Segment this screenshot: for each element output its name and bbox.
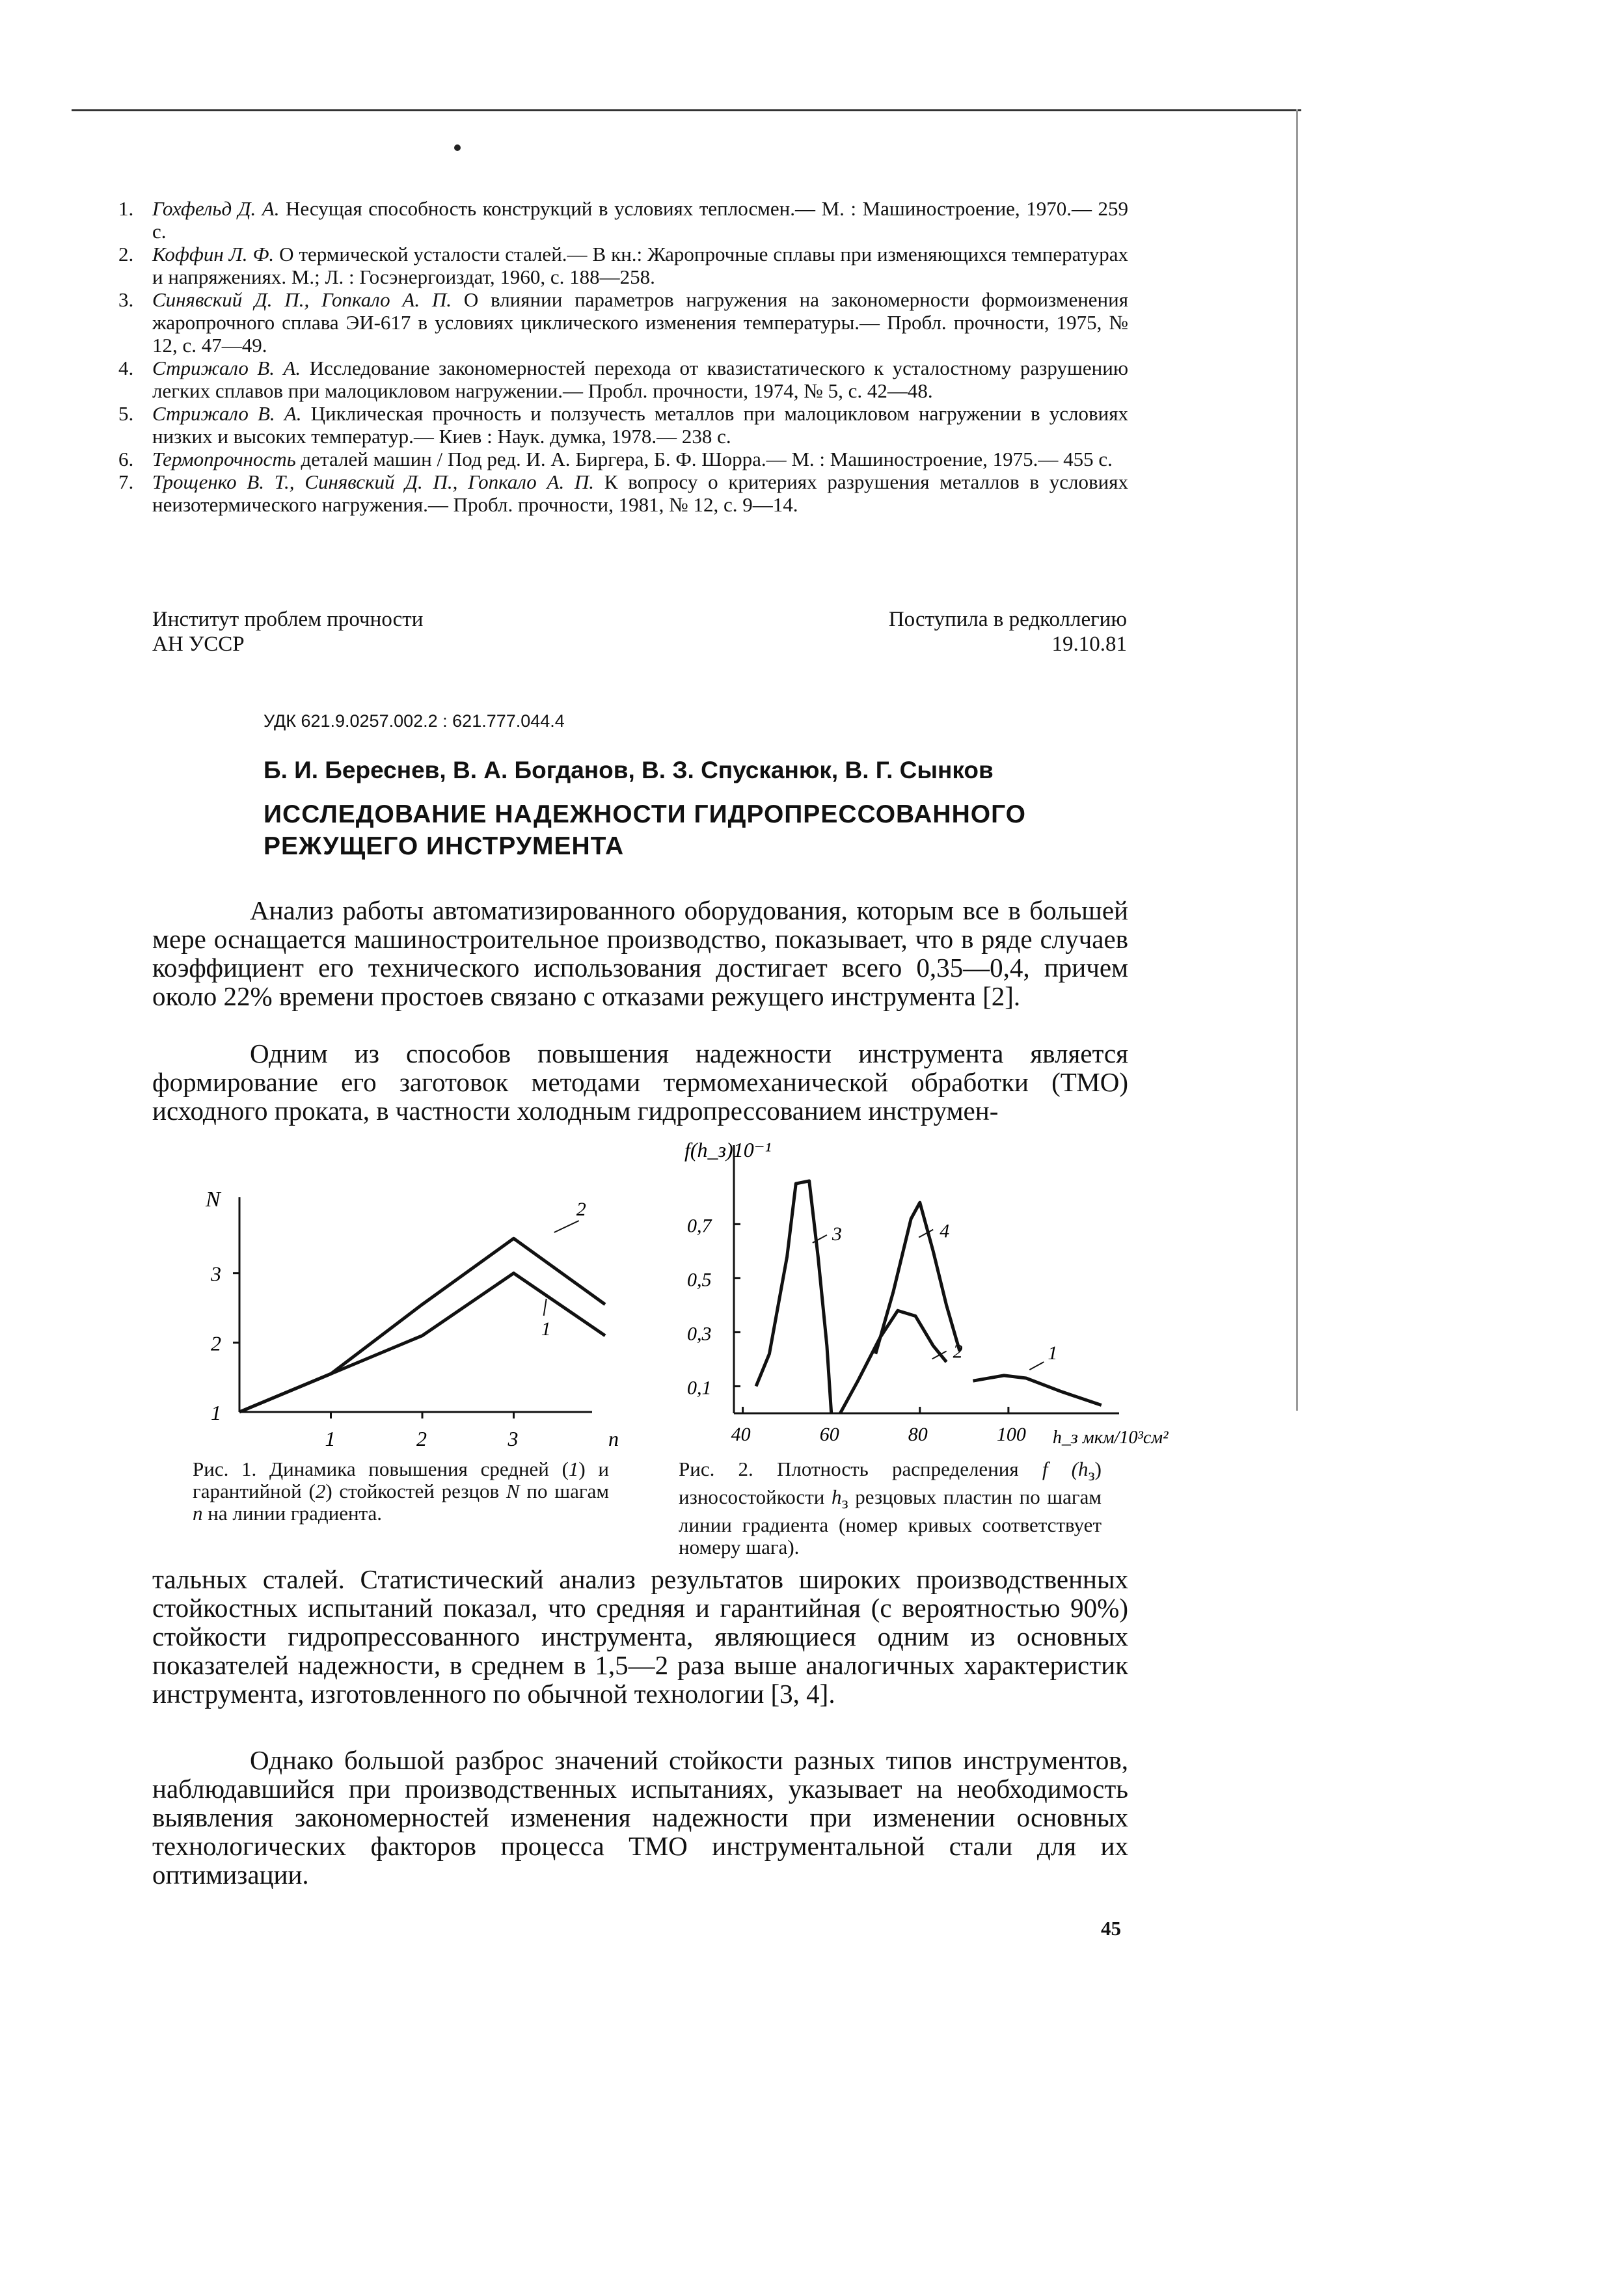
series-label: 1 [541, 1318, 551, 1340]
x-tick-label: 100 [996, 1424, 1026, 1445]
series-label: 3 [832, 1223, 842, 1245]
received-line: 19.10.81 [1051, 632, 1127, 656]
series-line [973, 1376, 1101, 1405]
reference-list [118, 197, 1129, 516]
figure-1-chart [189, 1178, 618, 1451]
series-leader [1029, 1362, 1044, 1370]
series-line [840, 1310, 946, 1413]
top-rule [72, 109, 1301, 111]
article-title [264, 798, 1142, 862]
y-axis-label: N [206, 1188, 221, 1212]
figure-1-caption: Рис. 1. Динамика повышения средней (1) и гарантийной (2) стойкостей резцов N по шагам n на линии градиента. [193, 1458, 609, 1525]
y-tick-label: 0,3 [687, 1323, 712, 1345]
y-tick-label: 2 [211, 1331, 221, 1355]
y-tick-label: 3 [211, 1262, 221, 1286]
x-tick-label: 80 [908, 1424, 928, 1445]
reference-item: 7. Трощенко В. Т., Синявский Д. П., Гопкало А. П. К вопросу о критериях разрушения металлов в условиях неизотермического нагружения.— Пробл. прочности, 1981, № 12, с. 9—14. [118, 470, 1128, 516]
series-label: 4 [940, 1220, 950, 1242]
reference-item: 3. Синявский Д. П., Гопкало А. П. О влиянии параметров нагружения на закономерности формоизменения жаропрочного сплава ЭИ-617 в условиях циклического изменения температуры.— Пробл. прочности, 1975, № 12, с. 47—49. [118, 288, 1128, 357]
x-tick-label: 40 [731, 1424, 751, 1445]
received-date [889, 607, 1127, 657]
series-leader [554, 1221, 579, 1232]
y-tick-label: 0,1 [687, 1377, 712, 1399]
y-tick-label: 0,7 [687, 1215, 712, 1237]
article-authors: Б. И. Береснев, В. А. Богданов, В. З. Спусканюк, В. Г. Сынков [264, 757, 994, 783]
x-tick-label: 60 [819, 1424, 839, 1445]
x-axis-label: h_з мкм/10³см² [1052, 1428, 1169, 1448]
y-axis-label: f(h_з)10⁻¹ [684, 1138, 772, 1161]
page-number: 45 [1101, 1917, 1121, 1940]
x-tick-label: 2 [416, 1427, 427, 1450]
reference-item: 1. Гохфельд Д. А. Несущая способность конструкций в условиях теплосмен.— М. : Машиностроение, 1970.— 259 с. [118, 197, 1129, 243]
affiliation-line: АН УССР [152, 632, 245, 656]
figure-2-caption: Рис. 2. Плотность распределения f $(h_з)$ износостойкости $h_з$ резцовых пластин по шагам линии градиента (номер кривых соответствует номеру шага). [679, 1458, 1102, 1559]
figure-2-chart [670, 1132, 1169, 1458]
title-line: ИССЛЕДОВАНИЕ НАДЕЖНОСТИ ГИДРОПРЕССОВАННОГО [264, 800, 1027, 828]
paragraph: Однако большой разброс значений стойкости разных типов инструментов, наблюдавшийся при производственных испытаниях, указывает на необходимость выявления закономерностей изменения надежности при изменении основных технологических факторов процесса ТМО инструментальной стали для их оптимизации. [152, 1745, 1128, 1890]
title-line: РЕЖУЩЕГО ИНСТРУМЕНТА [264, 832, 625, 860]
x-tick-label: 1 [325, 1427, 336, 1450]
y-tick-label: 1 [211, 1401, 221, 1424]
y-tick-label: 0,5 [687, 1269, 712, 1291]
series-label: 2 [576, 1199, 586, 1220]
reference-item: 5. Стрижало В. А. Циклическая прочность и ползучесть металлов при малоцикловом нагружении в условиях низких и высоких температур.— Киев : Наук. думка, 1978.— 238 с. [118, 402, 1128, 448]
series-label: 1 [1048, 1342, 1058, 1364]
affiliation-line: Институт проблем прочности [152, 608, 424, 631]
series-leader [544, 1299, 547, 1316]
paragraph: Анализ работы автоматизированного оборудования, которым все в большей мере оснащается машиностроительное производство, показывает, что в ряде случаев коэффициент его технического использования достигает всего 0,35—0,4, причем около 22% времени простоев связано с отказами режущего инструмента [2]. [152, 895, 1128, 1011]
x-tick-label: 3 [508, 1427, 519, 1450]
udk-code: УДК 621.9.0257.002.2 : 621.777.044.4 [264, 711, 565, 731]
paragraph: тальных сталей. Статистический анализ результатов широких производственных стойкостных испытаний показал, что средняя и гарантийная (с вероятностью 90%) стойкости гидропрессованного инструмента, являющиеся одним из основных показателей надежности, в среднем в 1,5—2 раза выше аналогичных характеристик инструмента, изготовленного по обычной технологии [3, 4]. [152, 1564, 1128, 1709]
x-axis-label: n [608, 1427, 619, 1450]
series-label: 2 [953, 1340, 963, 1363]
series-line [756, 1181, 832, 1413]
affiliation [152, 607, 423, 657]
reference-item: 2. Коффин Л. Ф. О термической усталости сталей.— В кн.: Жаропрочные сплавы при изменяющихся температурах и напряжениях. М.; Л. : Госэнергоиздат, 1960, с. 188—258. [118, 243, 1128, 288]
reference-item: 6. Термопрочность деталей машин / Под ред. И. А. Биргера, Б. Ф. Шорра.— М. : Машиностроение, 1975.— 455 с. [118, 448, 1113, 470]
scan-edge [1296, 109, 1298, 1411]
received-line: Поступила в редколлегию [888, 608, 1127, 631]
speck [454, 144, 461, 151]
paragraph: Одним из способов повышения надежности инструмента является формирование его заготовок методами термомеханической обработки (ТМО) исходного проката, в частности холодным гидропрессованием инструмен- [152, 1038, 1128, 1126]
series-line [239, 1273, 605, 1412]
reference-item: 4. Стрижало В. А. Исследование закономерностей перехода от квазистатического к усталостному разрушению легких сплавов при малоцикловом нагружении.— Пробл. прочности, 1974, № 5, с. 42—48. [118, 357, 1128, 402]
